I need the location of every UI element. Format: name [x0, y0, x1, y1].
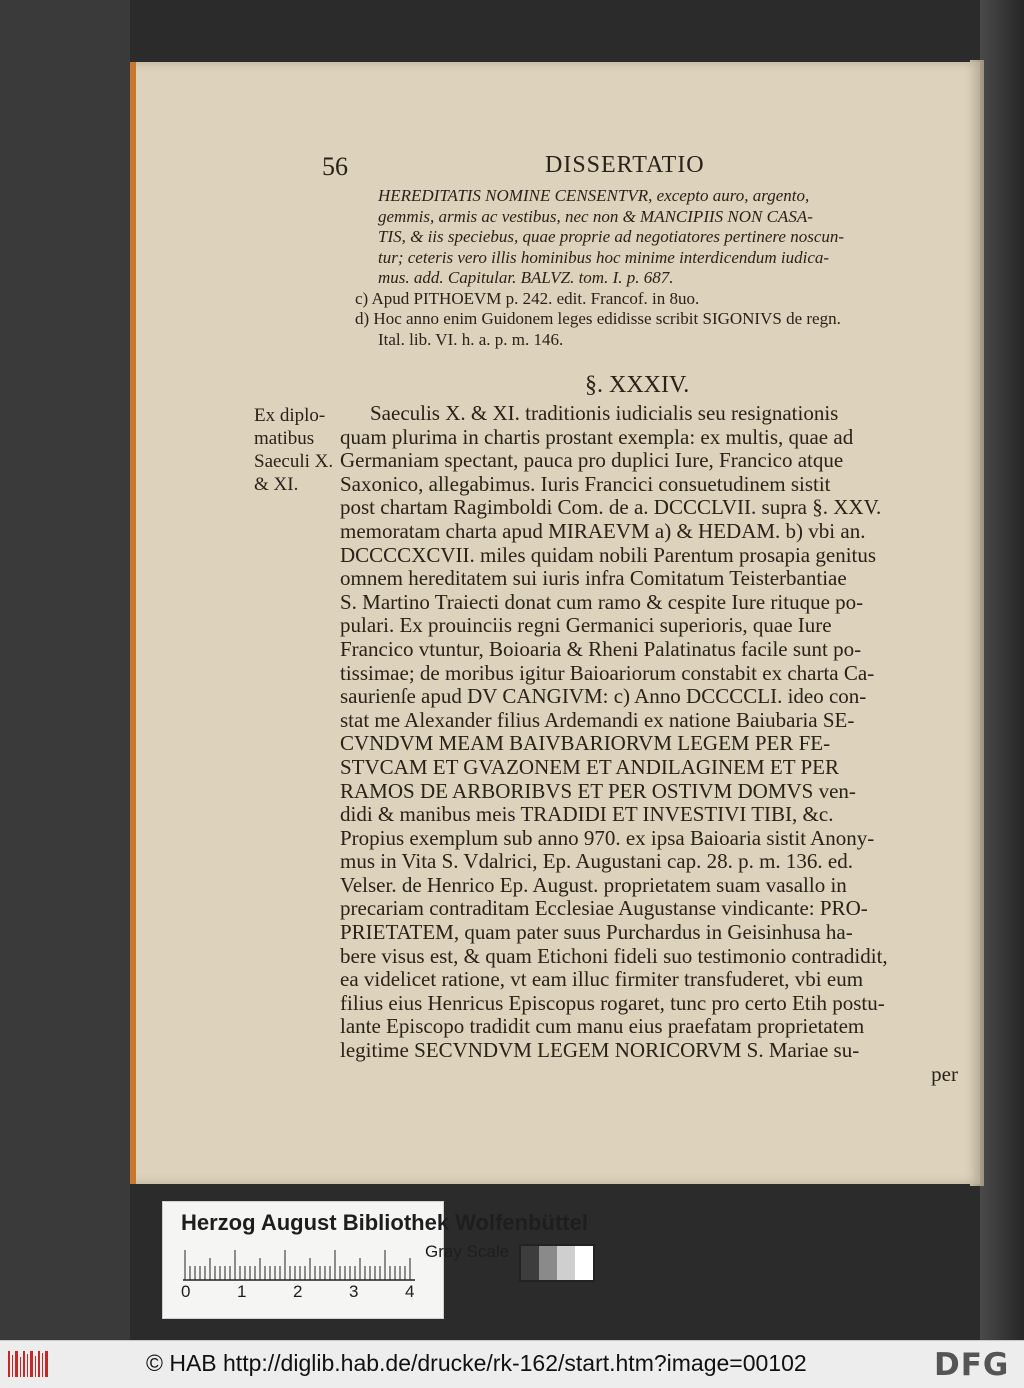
body-line: DCCCCXCVII. miles quidam nobili Parentum prosapia genitus: [340, 543, 877, 567]
body-line: ea videlicet ratione, vt eam illuc firmiter transfuderet, vbi eum: [340, 968, 864, 992]
margin-note: [254, 404, 340, 496]
body-line: CVNDVM MEAM BAIVBARIORVM LEGEM PER FE-: [340, 732, 831, 756]
margin-note-line: Ex diplo-: [254, 405, 326, 426]
body-line: precariam contraditam Ecclesiae Augustanse vindicante: PRO-: [340, 897, 868, 921]
scan-backdrop-right: [980, 0, 1024, 1340]
body-line: legitime SECVNDVM LEGEM NORICORVM S. Mariae su-: [340, 1039, 860, 1063]
footnote-text: HEREDITATIS NOMINE CENSENTVR, excepto auro, argento,: [378, 186, 810, 205]
measurement-ruler: [183, 1246, 423, 1282]
margin-note-line: Saeculi X.: [254, 451, 334, 472]
body-line: post chartam Ragimboldi Com. de a. DCCCLVII. supra §. XXV.: [340, 496, 882, 520]
footnote-line: [355, 186, 950, 207]
body-line: didi & manibus meis TRADIDI ET INVESTIVI TIBI, &c.: [340, 803, 834, 827]
footnote-line: [355, 248, 950, 269]
footnote-text: tur; ceteris vero illis hominibus hoc minime interdicendum iudica-: [378, 247, 830, 267]
ruler-number: 4: [405, 1282, 415, 1301]
library-label-card: [162, 1201, 588, 1319]
footnote-marker: c): [355, 288, 369, 308]
body-line: S. Martino Traiecti donat cum ramo & cespite Iure rituque po-: [340, 590, 864, 614]
dfg-logo: DFG: [934, 1347, 1010, 1383]
footer-url-text: © HAB http://diglib.hab.de/drucke/rk-162/start.htm?image=00102: [146, 1350, 807, 1376]
footnote-text: TIS, & iis speciebus, quae proprie ad negotiatores pertinere noscun-: [378, 227, 845, 246]
gray-swatch: [539, 1246, 557, 1280]
body-text: [340, 402, 958, 1086]
footnote-line: [355, 227, 950, 248]
footnote-text: Ital. lib. VI. h. a. p. m. 146.: [378, 329, 564, 349]
body-line: lante Episcopo tradidit cum manu eius praefatam proprietatem: [340, 1015, 865, 1039]
body-line: saurienſe apud DV CANGIVM: c) Anno DCCCCLI. ideo con-: [340, 685, 867, 709]
body-line: Propius exemplum sub anno 970. ex ipsa Baioaria sistit Anony-: [340, 826, 875, 850]
body-line: per: [931, 1062, 958, 1086]
body-line: Francico vtuntur, Boioaria & Rheni Palatinatus facile sunt po-: [340, 637, 862, 661]
gray-scale-label: Gray Scale: [425, 1242, 510, 1261]
footnote-text: mus. add. Capitular. BALVZ. tom. I. p. 687.: [378, 268, 674, 287]
footnote-line: [355, 268, 950, 289]
body-line: filius eius Henricus Episcopus rogaret, tunc pro certo Etih postu-: [340, 991, 885, 1015]
page-number: 56: [322, 152, 348, 181]
body-line: RAMOS DE ARBORIBVS ET PER OSTIVM DOMVS ven-: [340, 779, 856, 803]
page-red-edge: [130, 62, 136, 1184]
footnote-text: Apud PITHOEVM p. 242. edit. Francof. in 8uo.: [371, 288, 700, 308]
scan-backdrop-left: [0, 0, 130, 1340]
margin-note-line: & XI.: [254, 474, 299, 495]
body-line: Saeculis X. & XI. traditionis iudicialis seu resignationis: [370, 402, 839, 425]
running-head: DISSERTATIO: [545, 152, 705, 178]
footnote-text: Hoc anno enim Guidonem leges edidisse scribit SIGONIVS de regn.: [373, 309, 841, 328]
hab-barcode-icon: [8, 1351, 48, 1377]
body-line: omnem hereditatem sui iuris infra Comitatum Teisterbantiae: [340, 567, 847, 591]
ruler-number: 2: [293, 1282, 303, 1301]
footnotes: [355, 186, 950, 350]
gray-swatch: [557, 1246, 575, 1280]
gray-scale-swatches: [519, 1244, 595, 1282]
body-line: tissimae; de moribus igitur Baioariorum constabit ex charta Ca-: [340, 661, 875, 685]
body-line: bere visus est, & quam Etichoni fideli suo testimonio contradidit,: [340, 944, 888, 968]
body-line: stat me Alexander filius Ardemandi ex natione Baiubaria SE-: [340, 708, 855, 732]
body-line: Germaniam spectant, pauca pro duplici Iure, Francico atque: [340, 449, 844, 473]
body-line: memoratam charta apud MIRAEVM a) & HEDAM. b) vbi an.: [340, 519, 866, 543]
body-line: quam plurima in chartis prostant exempla: ex multis, quae ad: [340, 425, 854, 449]
body-line: STVCAM ET GVAZONEM ET ANDILAGINEM ET PER: [340, 755, 839, 779]
body-line: pulari. Ex prouinciis regni Germanici superioris, quae Iure: [340, 614, 832, 638]
body-line: mus in Vita S. Vdalrici, Ep. Augustani cap. 28. p. m. 136. ed.: [340, 850, 854, 874]
footnote-marker: d): [355, 309, 370, 328]
library-name: Herzog August Bibliothek Wolfenbüttel: [181, 1210, 588, 1235]
footnote-line: [355, 289, 950, 310]
section-title: §. XXXIV.: [585, 372, 690, 398]
gray-swatch: [521, 1246, 539, 1280]
footnote-text: gemmis, armis ac vestibus, nec non & MANCIPIIS NON CASA-: [378, 206, 813, 226]
body-line: Velser. de Henrico Ep. August. proprietatem suam vasallo in: [340, 873, 847, 897]
footer-bar: [0, 1340, 1024, 1388]
footnote-line: [355, 309, 950, 330]
body-line: Saxonico, allegabimus. Iuris Francici consuetudinem sistit: [340, 472, 831, 496]
footnote-line: [355, 207, 950, 228]
footnote-line: [355, 330, 950, 351]
gray-swatch: [575, 1246, 593, 1280]
ruler-number: 3: [349, 1282, 359, 1301]
ruler-number: 0: [181, 1282, 191, 1301]
margin-note-line: matibus: [254, 428, 315, 449]
ruler-number: 1: [237, 1282, 247, 1301]
body-line: PRIETATEM, quam pater suus Purchardus in Geisinhusa ha-: [340, 921, 853, 945]
